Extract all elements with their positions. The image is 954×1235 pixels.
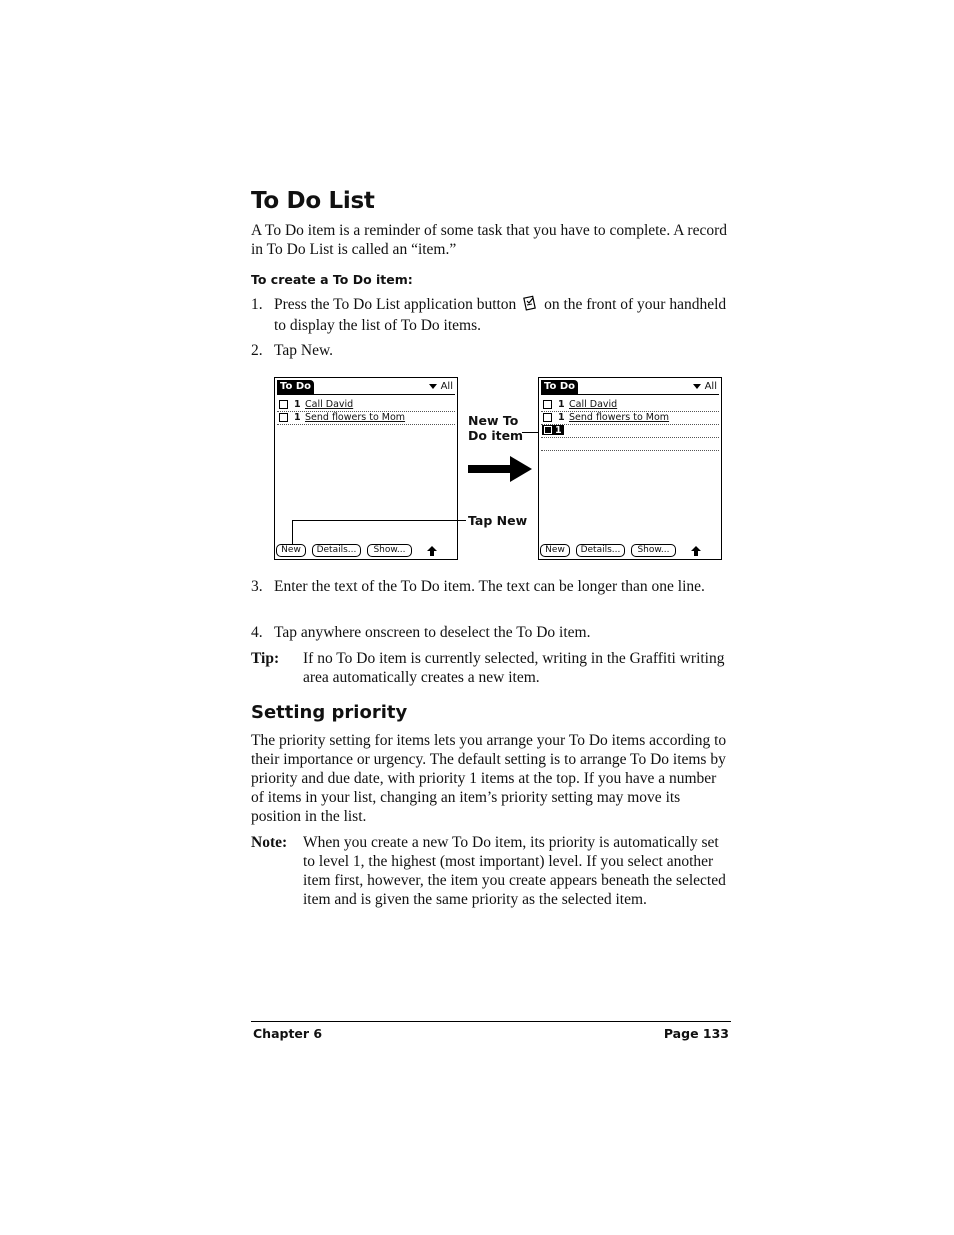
- new-item-selection[interactable]: [542, 425, 564, 435]
- todo-row[interactable]: [277, 398, 455, 412]
- procedure-heading: To create a To Do item:: [251, 272, 413, 287]
- step-3-number: 3.: [251, 578, 263, 595]
- note-label: Note:: [251, 834, 288, 851]
- new-button[interactable]: New: [540, 544, 570, 557]
- details-button[interactable]: Details...: [312, 544, 361, 557]
- step-4-text: Tap anywhere onscreen to deselect the To Do item.: [274, 624, 591, 641]
- app-title-tab: To Do: [277, 380, 314, 394]
- todo-row[interactable]: [277, 411, 455, 425]
- section-heading: Setting priority: [251, 702, 408, 723]
- screen-header: [277, 380, 455, 395]
- palm-screen-after: [538, 377, 722, 560]
- checkbox[interactable]: [543, 413, 552, 422]
- step-2-text: Tap New.: [274, 342, 334, 359]
- priority: 1: [294, 399, 301, 410]
- callout-new-item: New To Do item: [468, 413, 524, 443]
- page-title: To Do List: [251, 188, 375, 214]
- show-button[interactable]: Show...: [367, 544, 412, 557]
- details-button[interactable]: Details...: [576, 544, 625, 557]
- empty-row: [541, 437, 719, 451]
- item-description: Send flowers to Mom: [305, 412, 406, 423]
- footer-rule: [251, 1021, 731, 1022]
- step-1-text-a: Press the To Do List application button: [274, 296, 517, 313]
- dropdown-triangle-icon: [693, 384, 701, 389]
- app-title-tab: To Do: [541, 380, 578, 394]
- screen-header: [541, 380, 719, 395]
- step-1-text: [274, 295, 734, 335]
- palm-screen-before: [274, 377, 458, 560]
- category-picker[interactable]: All: [693, 380, 717, 394]
- right-arrow-icon: [468, 456, 532, 482]
- tap-new-leader-v: [292, 520, 293, 544]
- item-description: Call David: [569, 399, 618, 410]
- tap-new-leader-h: [292, 520, 466, 521]
- checkbox[interactable]: [279, 400, 288, 409]
- item-description: Call David: [305, 399, 354, 410]
- scroll-up-arrow-icon[interactable]: [691, 546, 701, 556]
- dropdown-triangle-icon: [429, 384, 437, 389]
- step-1-number: 1.: [251, 296, 263, 313]
- checkbox[interactable]: [543, 400, 552, 409]
- step-4-number: 4.: [251, 624, 263, 641]
- section-paragraph: The priority setting for items lets you arrange your To Do items according to their importance or urgency. The default setting is to arrange To Do items by priority and due date, with priority 1 items at the top. If you have a number of items in your list, changing an item’s priority setting may move its position in the list.: [251, 732, 727, 825]
- intro-paragraph: A To Do item is a reminder of some task that you have to complete. A record in To Do List is called an “item.”: [251, 222, 728, 258]
- step-3-text: Enter the text of the To Do item. The text can be longer than one line.: [274, 578, 705, 595]
- show-button[interactable]: Show...: [631, 544, 676, 557]
- item-description: Send flowers to Mom: [569, 412, 670, 423]
- footer-page-number: Page 133: [663, 1026, 729, 1041]
- tip-text: If no To Do item is currently selected, writing in the Graffiti writing area automatically creates a new item.: [303, 650, 725, 686]
- new-button[interactable]: New: [276, 544, 306, 557]
- scroll-up-arrow-icon[interactable]: [427, 546, 437, 556]
- priority: 1: [558, 412, 565, 423]
- note-text: When you create a new To Do item, its priority is automatically set to level 1, the highest (most important) level. If you select another item first, however, the item you create appears beneath the selected item and is given the same priority as the selected item.: [303, 834, 726, 908]
- todo-row[interactable]: [541, 411, 719, 425]
- priority: 1: [294, 412, 301, 423]
- checkbox[interactable]: [544, 426, 552, 434]
- footer-chapter: Chapter 6: [253, 1026, 323, 1041]
- step-1-text-b: on the front of your handheld to display the list of To Do items.: [274, 296, 727, 334]
- category-picker[interactable]: All: [429, 380, 453, 394]
- checkbox[interactable]: [279, 413, 288, 422]
- tip-label: Tip:: [251, 650, 280, 667]
- priority: 1: [555, 425, 562, 436]
- step-2-number: 2.: [251, 342, 263, 359]
- todo-row[interactable]: [541, 398, 719, 412]
- priority: 1: [558, 399, 565, 410]
- todo-app-button-icon: [523, 295, 537, 316]
- new-todo-row[interactable]: [541, 424, 719, 438]
- callout-tap-new: Tap New: [468, 513, 528, 528]
